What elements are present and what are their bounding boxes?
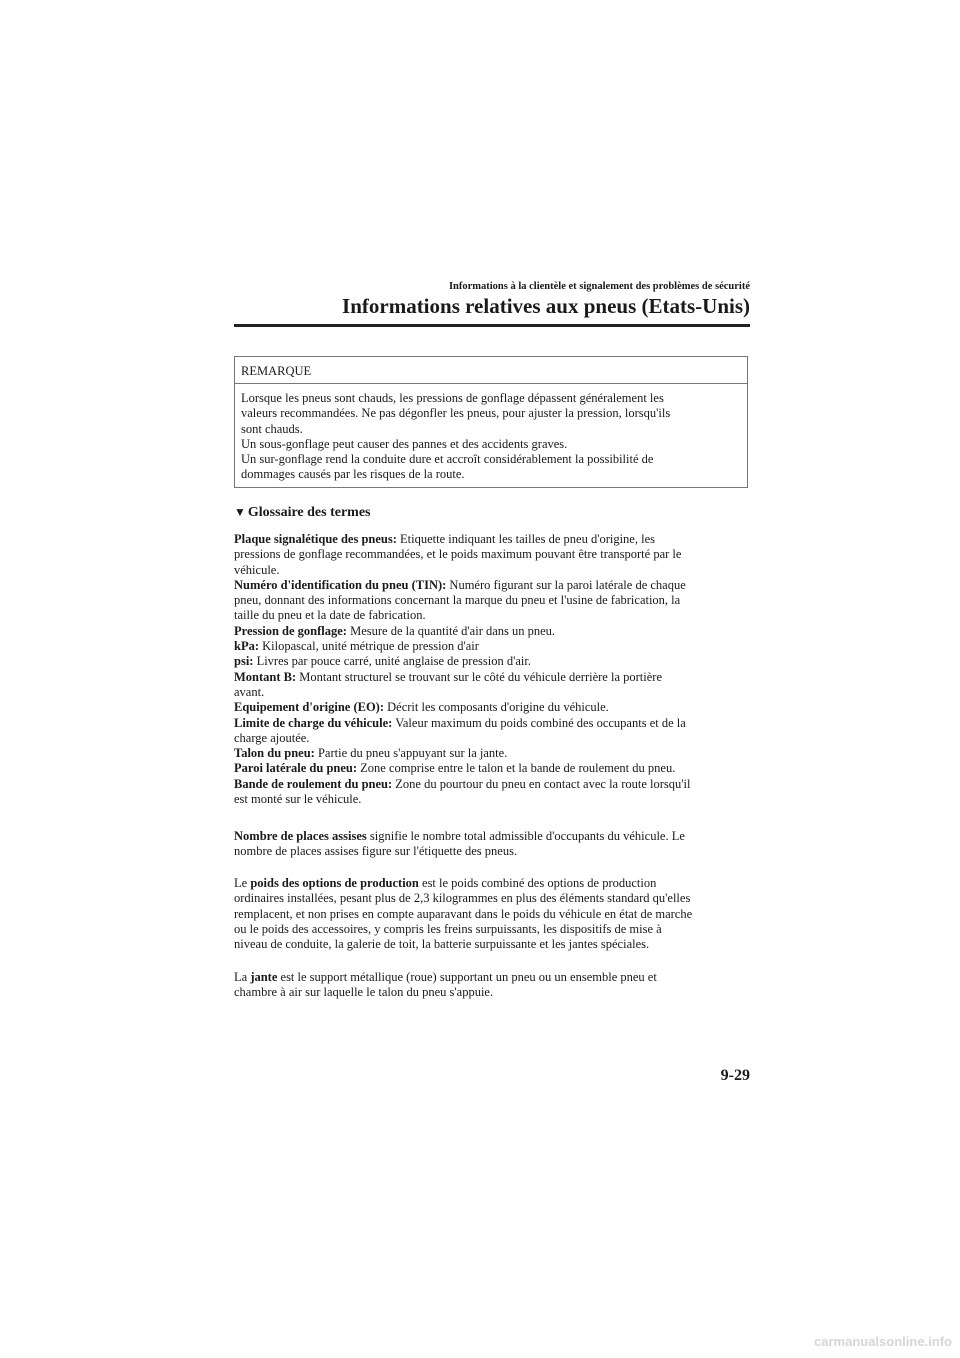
paragraph-line: nombre de places assises figure sur l'étiquette des pneus.	[234, 844, 518, 859]
paragraph-text: signifie le nombre total admissible d'occupants du véhicule. Le	[366, 829, 685, 843]
note-line: dommages causés par les risques de la route.	[241, 467, 465, 482]
glossary-entry	[234, 746, 754, 761]
note-line: valeurs recommandées. Ne pas dégonfler les pneus, pour ajuster la pression, lorsqu'ils	[241, 406, 671, 421]
paragraph-rim	[234, 970, 754, 1001]
glossary-def: Mesure de la quantité d'air dans un pneu.	[346, 623, 556, 638]
paragraph-prefix: La	[234, 970, 251, 984]
glossary-def: Montant structurel se trouvant sur le côté du véhicule derrière la portière	[296, 669, 662, 684]
note-label: REMARQUE	[235, 357, 747, 384]
glossary-def: Kilopascal, unité métrique de pression d'air	[259, 639, 479, 654]
glossary-entry	[234, 654, 754, 669]
glossary-term: Equipement d'origine (EO):	[234, 700, 385, 715]
glossary-def: Partie du pneu s'appuyant sur la jante.	[314, 746, 508, 761]
watermark: carmanualsonline.info	[814, 1334, 952, 1349]
paragraph-production-options	[234, 876, 754, 952]
glossary-term: Talon du pneu:	[234, 746, 315, 761]
glossary-entry	[234, 761, 754, 776]
paragraph-prefix: Le	[234, 876, 251, 890]
paragraph-term: poids des options de production	[250, 876, 419, 890]
note-body	[235, 384, 747, 483]
glossary-def: Décrit les composants d'origine du véhicule.	[384, 700, 609, 715]
glossary-def-line: charge ajoutée.	[234, 730, 310, 745]
paragraph-line: ou le poids des accessoires, y compris les freins surpuissants, les dispositifs de mise à	[234, 921, 662, 936]
glossary-def-line: est monté sur le véhicule.	[234, 792, 362, 807]
note-line: Lorsque les pneus sont chauds, les pressions de gonflage dépassent généralement les	[241, 391, 664, 405]
glossary-entry	[234, 578, 754, 593]
paragraph-text: est le support métallique (roue) supportant un pneu ou un ensemble pneu et	[277, 970, 657, 984]
paragraph-line	[234, 876, 754, 891]
note-line: Un sous-gonflage peut causer des pannes et des accidents graves.	[241, 436, 568, 451]
glossary-def: Zone du pourtour du pneu en contact avec la route lorsqu'il	[392, 776, 691, 791]
glossary-entry	[234, 670, 754, 685]
glossary-term: Plaque signalétique des pneus:	[234, 532, 397, 546]
glossary-def: Livres par pouce carré, unité anglaise de pression d'air.	[253, 654, 531, 669]
paragraph-seating	[234, 829, 754, 860]
paragraph-term: Nombre de places assises	[234, 829, 367, 843]
glossary-entry	[234, 777, 754, 792]
glossary-entry	[234, 624, 754, 639]
glossary	[234, 532, 754, 807]
glossary-def-line: taille du pneu et la date de fabrication.	[234, 608, 426, 623]
paragraph-text: est le poids combiné des options de production	[418, 876, 657, 890]
glossary-entry	[234, 700, 754, 715]
glossary-term: Pression de gonflage:	[234, 623, 347, 638]
glossary-term: kPa:	[234, 639, 259, 654]
glossary-def: Numéro figurant sur la paroi latérale de chaque	[446, 577, 686, 592]
triangle-down-icon: ▼	[234, 505, 246, 519]
paragraph-line: chambre à air sur laquelle le talon du pneu s'appuie.	[234, 985, 494, 1000]
paragraph-line: remplacent, et non prises en compte auparavant dans le poids du véhicule en état de marche	[234, 906, 693, 921]
paragraph-line	[234, 829, 754, 844]
glossary-def-line: véhicule.	[234, 562, 280, 577]
glossary-term: Paroi latérale du pneu:	[234, 761, 358, 776]
paragraph-line: niveau de conduite, la galerie de toit, la batterie surpuissante et les jantes spéciales.	[234, 937, 650, 952]
section-title: Glossaire des termes	[247, 505, 371, 520]
paragraph-term: jante	[250, 970, 278, 984]
glossary-def: Valeur maximum du poids combiné des occupants et de la	[392, 715, 686, 730]
glossary-def: Zone comprise entre le talon et la bande de roulement du pneu.	[357, 761, 676, 776]
note-line: sont chauds.	[241, 421, 303, 436]
glossary-term: Limite de charge du véhicule:	[234, 715, 393, 730]
glossary-def-line: pneu, donnant des informations concernant la marque du pneu et l'usine de fabrication, la	[234, 593, 681, 608]
glossary-def-line: avant.	[234, 684, 265, 699]
glossary-entry	[234, 532, 754, 547]
glossary-term: Numéro d'identification du pneu (TIN):	[234, 577, 447, 592]
page-number: 9-29	[720, 1067, 750, 1084]
glossary-term: Bande de roulement du pneu:	[234, 776, 393, 791]
glossary-term: psi:	[234, 654, 254, 669]
note-box	[234, 356, 748, 488]
glossary-entry	[234, 716, 754, 731]
glossary-def: Etiquette indiquant les tailles de pneu d'origine, les	[396, 532, 655, 546]
page-title: Informations relatives aux pneus (Etats-Unis)	[342, 294, 750, 318]
glossary-term: Montant B:	[234, 669, 297, 684]
note-line: Un sur-gonflage rend la conduite dure et accroît considérablement la possibilité de	[241, 452, 654, 467]
header-divider	[234, 324, 750, 327]
paragraph-line	[234, 970, 754, 985]
glossary-entry	[234, 639, 754, 654]
glossary-def-line: pressions de gonflage recommandées, et le poids maximum pouvant être transporté par le	[234, 547, 682, 562]
section-heading	[234, 505, 371, 521]
chapter-subtitle: Informations à la clientèle et signalement des problèmes de sécurité	[448, 281, 750, 292]
paragraph-line: ordinaires installées, pesant plus de 2,3 kilogrammes en plus des éléments standard qu'elles	[234, 891, 691, 906]
